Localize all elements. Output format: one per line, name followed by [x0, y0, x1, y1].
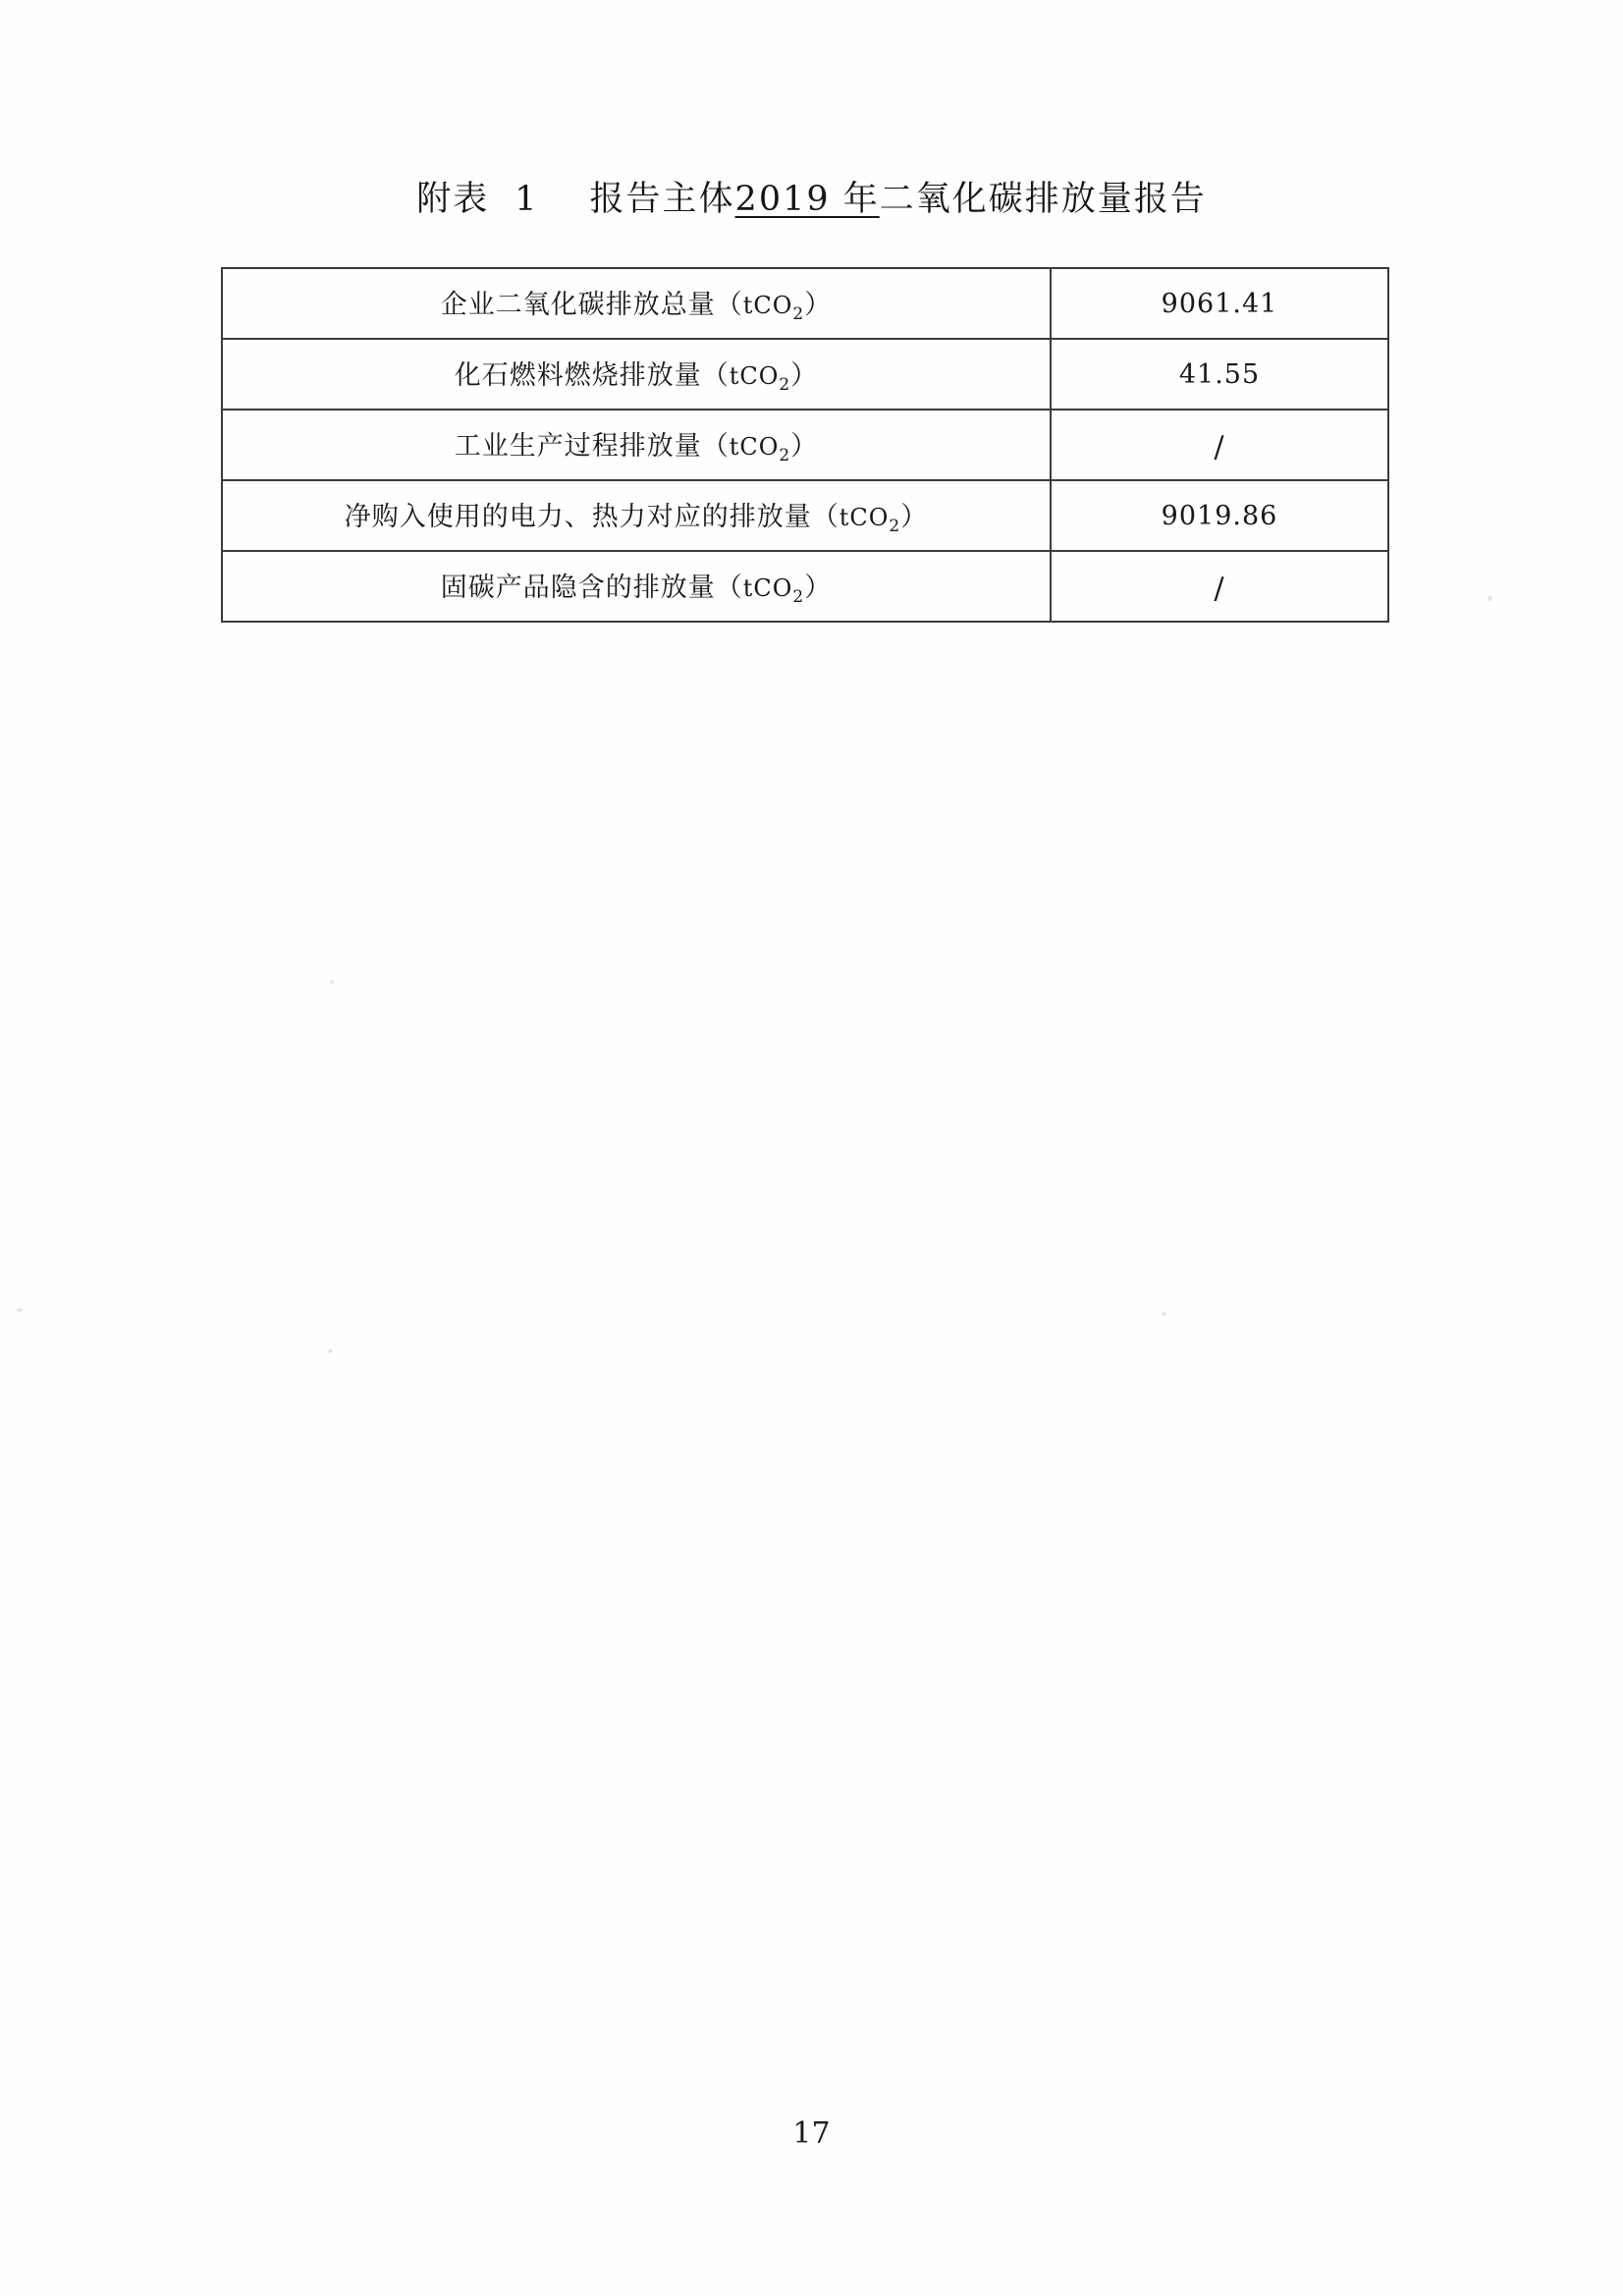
row-label-text: 净购入使用的电力、热力对应的排放量（ [344, 502, 839, 533]
scan-speck [330, 980, 334, 984]
row-label [222, 480, 1051, 551]
scan-speck [17, 1308, 23, 1312]
row-label-close: ） [804, 290, 833, 321]
page-number: 17 [792, 2116, 831, 2151]
row-label-close: ） [790, 360, 819, 392]
title-prefix: 附表 [416, 180, 490, 219]
table-row [222, 410, 1388, 480]
row-label [222, 551, 1051, 622]
row-value-text: / [1214, 429, 1225, 465]
row-value: 9061.41 [1051, 268, 1388, 339]
row-label [222, 339, 1051, 410]
row-value: 41.55 [1051, 339, 1388, 410]
unit-label: tCO$_2$ [839, 504, 901, 536]
row-value [1051, 551, 1388, 622]
row-value: 9019.86 [1051, 480, 1388, 551]
row-label-close: ） [900, 502, 929, 533]
scan-speck [328, 1349, 333, 1353]
row-label-text: 固碳产品隐含的排放量（ [440, 573, 743, 604]
title-number: 1 [514, 180, 539, 219]
page-title [0, 172, 1623, 221]
unit-label: tCO$_2$ [729, 433, 791, 465]
table-row [222, 339, 1388, 410]
row-label [222, 268, 1051, 339]
row-label-text: 化石燃料燃烧排放量（ [454, 360, 730, 392]
row-value [1051, 410, 1388, 480]
title-year-underlined: 2019 年 [734, 180, 880, 219]
scan-speck [1162, 1312, 1166, 1316]
table-row [222, 551, 1388, 622]
row-label-text: 工业生产过程排放量（ [454, 431, 730, 463]
row-value-text: / [1214, 571, 1225, 606]
unit-label: tCO$_2$ [742, 292, 805, 324]
row-label [222, 410, 1051, 480]
row-label-text: 企业二氧化碳排放总量（ [440, 290, 743, 321]
row-label-close: ） [804, 573, 833, 604]
scan-speck [1488, 596, 1492, 601]
unit-label: tCO$_2$ [729, 362, 791, 395]
table-row [222, 268, 1388, 339]
table-row [222, 480, 1388, 551]
title-main-after: 二氧化碳排放量报告 [879, 180, 1207, 219]
row-label-close: ） [790, 431, 819, 463]
unit-label: tCO$_2$ [742, 574, 805, 607]
title-main-before: 报告主体 [589, 180, 735, 219]
emissions-table [221, 267, 1389, 623]
